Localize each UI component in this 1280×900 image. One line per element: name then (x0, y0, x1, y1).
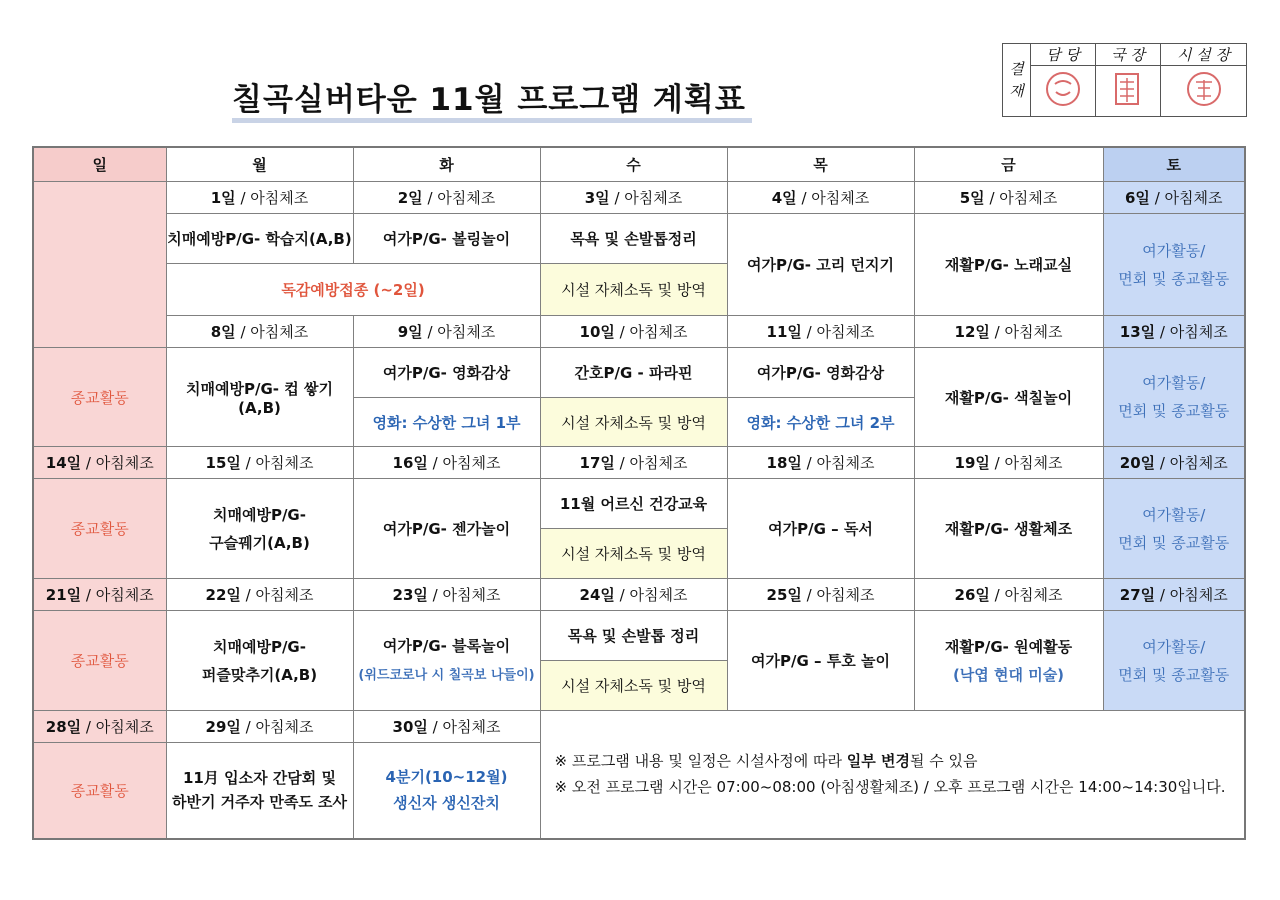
date-number: 23일 (392, 586, 428, 604)
signature-manager (1031, 66, 1096, 117)
weekday-mon: 월 (166, 147, 353, 182)
date-cell (540, 182, 727, 214)
date-number: 3일 (584, 189, 610, 207)
date-text: / (619, 323, 625, 341)
date-text: 아침체조 (816, 454, 875, 472)
date-cell (1103, 447, 1245, 479)
date-text: / (432, 718, 438, 736)
title-underline (232, 118, 752, 123)
date-text: / (806, 454, 812, 472)
date-cell (727, 316, 914, 348)
page-title: 칠곡실버타운 11월 프로그램 계획표 (232, 82, 746, 118)
date-cell (166, 447, 353, 479)
date-number: 12일 (954, 323, 990, 341)
date-text: 아침체조 (1004, 586, 1063, 604)
program-cell: 11월 어르신 건강교육 (540, 479, 727, 529)
program-cell: 4분기(10~12월) 생신자 생신잔치 (353, 743, 540, 839)
signature-facility-head (1161, 66, 1247, 117)
weekday-sun: 일 (33, 147, 166, 182)
weekday-header (33, 147, 1245, 182)
date-text: 아침체조 (95, 718, 154, 736)
program-cell: 치매예방P/G- 학습지(A,B) (166, 214, 353, 264)
date-number: 30일 (392, 718, 428, 736)
date-cell (914, 447, 1103, 479)
program-cell: 여가P/G- 고리 던지기 (727, 214, 914, 316)
date-cell (166, 579, 353, 611)
date-cell (33, 579, 166, 611)
program-calendar (32, 146, 1246, 840)
date-cell (914, 316, 1103, 348)
date-text: 아침체조 (624, 189, 683, 207)
date-cell (166, 182, 353, 214)
date-number: 9일 (397, 323, 423, 341)
role-director: 국 장 (1096, 44, 1161, 66)
weekday-fri: 금 (914, 147, 1103, 182)
week5-date-row (33, 711, 1245, 743)
date-cell (353, 447, 540, 479)
approval-box (1002, 43, 1247, 117)
program-cell: 재활P/G- 노래교실 (914, 214, 1103, 316)
date-cell (353, 182, 540, 214)
date-text: 아침체조 (1169, 454, 1228, 472)
date-text: 아침체조 (442, 454, 501, 472)
weekday-sat: 토 (1103, 147, 1245, 182)
program-cell-sunday: 종교활동 (33, 479, 166, 579)
approval-label-bottom: 재 (1009, 82, 1024, 100)
date-number: 6일 (1124, 189, 1150, 207)
week1-program-row-a (33, 214, 1245, 264)
date-number: 25일 (766, 586, 802, 604)
signature-director (1096, 66, 1161, 117)
role-manager: 담 당 (1031, 44, 1096, 66)
date-number: 22일 (205, 586, 241, 604)
date-text: 아침체조 (437, 189, 496, 207)
date-text: 아침체조 (1164, 189, 1223, 207)
program-cell-sunday: 종교활동 (33, 611, 166, 711)
date-text: 아침체조 (442, 586, 501, 604)
date-cell (353, 579, 540, 611)
program-cell: 치매예방P/G- 구슬꿰기(A,B) (166, 479, 353, 579)
program-cell-sunday: 종교활동 (33, 348, 166, 447)
date-number: 2일 (397, 189, 423, 207)
week3-program-row-a (33, 479, 1245, 529)
program-cell: 목욕 및 손발톱정리 (540, 214, 727, 264)
date-text: / (427, 189, 433, 207)
disinfection-cell: 시설 자체소독 및 방역 (540, 264, 727, 316)
date-text: 아침체조 (629, 586, 688, 604)
date-text: / (994, 586, 1000, 604)
program-cell: 여가P/G- 영화감상 (353, 348, 540, 398)
date-text: / (1154, 189, 1160, 207)
date-cell (353, 711, 540, 743)
approval-label (1003, 44, 1031, 117)
date-number: 28일 (45, 718, 82, 736)
program-cell: 여가P/G- 볼링놀이 (353, 214, 540, 264)
date-text: / (85, 586, 91, 604)
date-text: 아침체조 (250, 189, 309, 207)
week1-date-row (33, 182, 1245, 214)
date-number: 15일 (205, 454, 241, 472)
date-number: 20일 (1119, 454, 1156, 472)
date-number: 5일 (959, 189, 985, 207)
date-text: / (994, 454, 1000, 472)
week2-program-row-a (33, 348, 1245, 398)
date-text: / (240, 323, 246, 341)
date-text: / (806, 586, 812, 604)
notes-cell (540, 711, 1245, 839)
date-text: / (432, 454, 438, 472)
program-cell: 재활P/G- 원예활동 (낙엽 현대 미술) (914, 611, 1103, 711)
date-text: / (1159, 323, 1165, 341)
date-text: 아침체조 (255, 586, 314, 604)
date-text: 아침체조 (816, 586, 875, 604)
movie-cell: 영화: 수상한 그녀 2부 (727, 398, 914, 447)
date-cell (540, 447, 727, 479)
date-number: 27일 (1119, 586, 1156, 604)
date-text: 아침체조 (95, 586, 154, 604)
date-text: / (619, 586, 625, 604)
program-cell-saturday: 여가활동/ 면회 및 종교활동 (1103, 479, 1245, 579)
date-text: 아침체조 (1169, 323, 1228, 341)
date-cell (540, 316, 727, 348)
program-cell-saturday: 여가활동/ 면회 및 종교활동 (1103, 214, 1245, 316)
date-text: 아침체조 (629, 454, 688, 472)
date-text: / (85, 718, 91, 736)
date-cell (727, 579, 914, 611)
date-number: 10일 (579, 323, 615, 341)
date-text: 아침체조 (999, 189, 1058, 207)
date-text: / (245, 718, 251, 736)
stamp-icon (1043, 70, 1083, 108)
date-text: / (240, 189, 246, 207)
program-cell: 여가P/G- 젠가놀이 (353, 479, 540, 579)
program-cell: 재활P/G- 생활체조 (914, 479, 1103, 579)
date-cell (1103, 316, 1245, 348)
date-cell (540, 579, 727, 611)
date-text: 아침체조 (816, 323, 875, 341)
note-schedule-change: ※ 프로그램 내용 및 일정은 시설사정에 따라 일부 변경될 수 있음 (554, 752, 978, 771)
date-number: 13일 (1119, 323, 1156, 341)
note-program-times: ※ 오전 프로그램 시간은 07:00~08:00 (아침생활체조) / 오후 프로그램 시간은 14:00~14:30입니다. (554, 778, 1226, 797)
week4-program-row-a (33, 611, 1245, 661)
date-text: / (432, 586, 438, 604)
date-text: 아침체조 (95, 454, 154, 472)
date-number: 18일 (766, 454, 802, 472)
date-cell (1103, 579, 1245, 611)
date-cell (914, 579, 1103, 611)
week3-date-row (33, 447, 1245, 479)
vaccination-cell: 독감예방접종 (~2일) (166, 264, 540, 316)
date-text: 아침체조 (1004, 454, 1063, 472)
date-number: 24일 (579, 586, 615, 604)
date-text: / (245, 454, 251, 472)
date-number: 21일 (45, 586, 82, 604)
date-cell (33, 447, 166, 479)
program-cell-saturday: 여가활동/ 면회 및 종교활동 (1103, 611, 1245, 711)
date-text: 아침체조 (255, 454, 314, 472)
program-cell: 재활P/G- 색칠놀이 (914, 348, 1103, 447)
program-cell-saturday: 여가활동/ 면회 및 종교활동 (1103, 348, 1245, 447)
date-cell (727, 182, 914, 214)
stamp-icon (1108, 70, 1148, 108)
weekday-tue: 화 (353, 147, 540, 182)
date-text: / (85, 454, 91, 472)
weekday-thu: 목 (727, 147, 914, 182)
stamp-icon (1184, 70, 1224, 108)
date-cell (166, 711, 353, 743)
week1-sunday-empty (33, 182, 166, 348)
date-text: / (245, 586, 251, 604)
date-text: 아침체조 (437, 323, 496, 341)
approval-label-top: 결 (1009, 60, 1024, 78)
date-text: 아침체조 (250, 323, 309, 341)
role-facility-head: 시 설 장 (1161, 44, 1247, 66)
date-text: 아침체조 (1169, 586, 1228, 604)
date-text: / (994, 323, 1000, 341)
date-number: 1일 (210, 189, 236, 207)
date-text: 아침체조 (255, 718, 314, 736)
program-cell: 11月 입소자 간담회 및 하반기 거주자 만족도 조사 (166, 743, 353, 839)
date-number: 8일 (210, 323, 236, 341)
program-cell: 여가P/G- 영화감상 (727, 348, 914, 398)
weekday-wed: 수 (540, 147, 727, 182)
program-cell-sunday: 종교활동 (33, 743, 166, 839)
program-cell: 여가P/G – 투호 놀이 (727, 611, 914, 711)
date-text: 아침체조 (442, 718, 501, 736)
date-text: 아침체조 (1004, 323, 1063, 341)
date-text: / (1159, 586, 1165, 604)
week2-date-row (33, 316, 1245, 348)
program-cell: 여가P/G- 블록놀이 (위드코로나 시 칠곡보 나들이) (353, 611, 540, 711)
date-number: 19일 (954, 454, 990, 472)
date-text: / (989, 189, 995, 207)
date-cell (353, 316, 540, 348)
date-number: 4일 (771, 189, 797, 207)
date-text: / (1159, 454, 1165, 472)
movie-cell: 영화: 수상한 그녀 1부 (353, 398, 540, 447)
date-cell (914, 182, 1103, 214)
date-text: / (619, 454, 625, 472)
date-number: 16일 (392, 454, 428, 472)
date-number: 17일 (579, 454, 615, 472)
date-cell (166, 316, 353, 348)
program-cell: 간호P/G - 파라핀 (540, 348, 727, 398)
date-text: / (806, 323, 812, 341)
date-text: / (614, 189, 620, 207)
date-number: 29일 (205, 718, 241, 736)
date-text: / (801, 189, 807, 207)
date-cell (1103, 182, 1245, 214)
program-cell: 치매예방P/G- 컵 쌓기(A,B) (166, 348, 353, 447)
date-number: 26일 (954, 586, 990, 604)
disinfection-cell: 시설 자체소독 및 방역 (540, 529, 727, 579)
date-number: 14일 (45, 454, 82, 472)
program-cell: 목욕 및 손발톱 정리 (540, 611, 727, 661)
week4-date-row (33, 579, 1245, 611)
date-number: 11일 (766, 323, 802, 341)
date-text: / (427, 323, 433, 341)
program-cell: 치매예방P/G- 퍼즐맞추기(A,B) (166, 611, 353, 711)
date-cell (33, 711, 166, 743)
disinfection-cell: 시설 자체소독 및 방역 (540, 661, 727, 711)
date-text: 아침체조 (629, 323, 688, 341)
disinfection-cell: 시설 자체소독 및 방역 (540, 398, 727, 447)
date-text: 아침체조 (811, 189, 870, 207)
date-cell (727, 447, 914, 479)
program-cell: 여가P/G – 독서 (727, 479, 914, 579)
